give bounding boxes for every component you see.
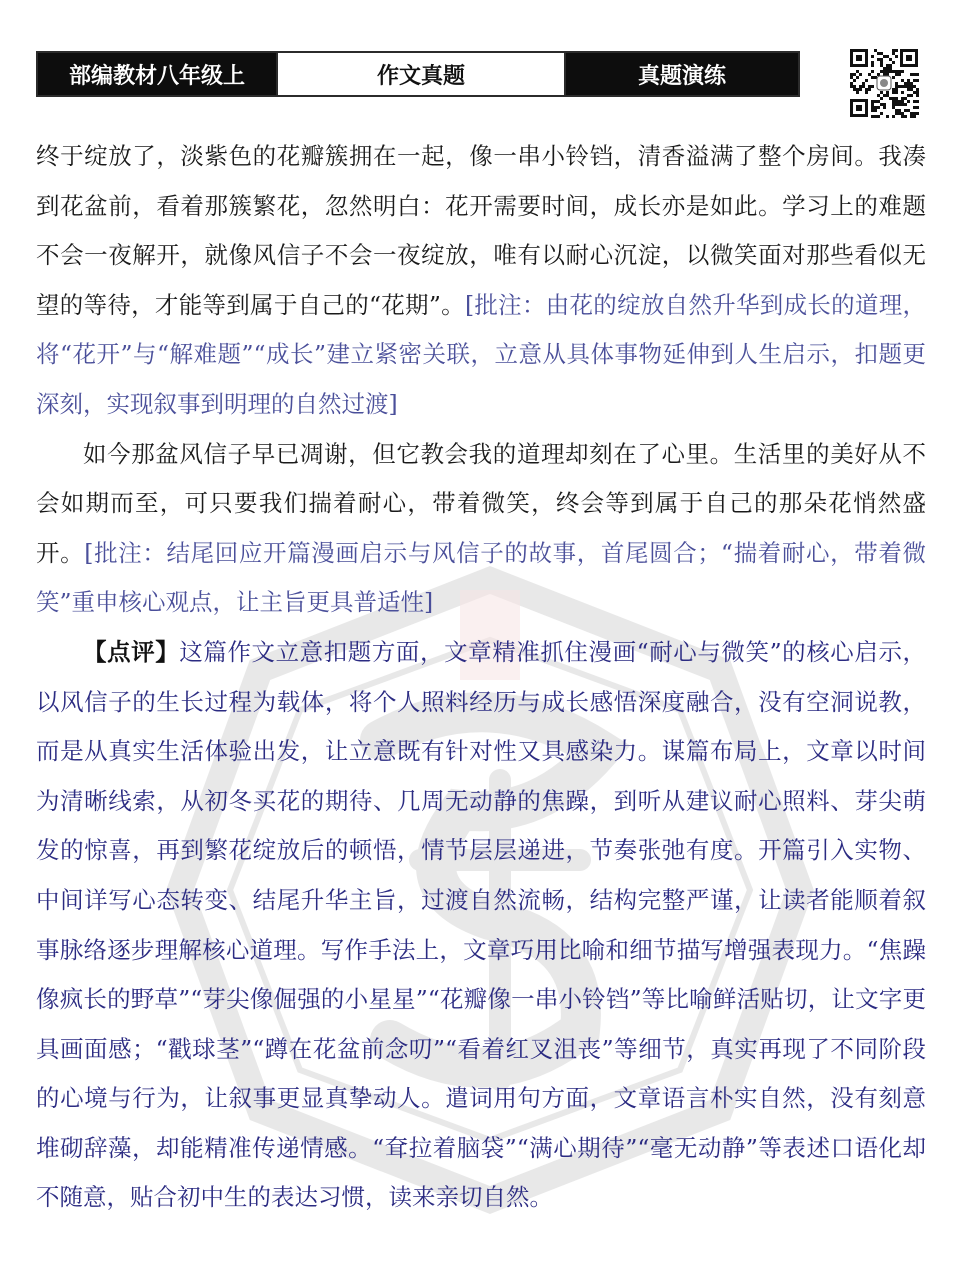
paragraph-conclusion [36,430,926,628]
review-text: 这篇作文立意扣题方面，文章精准抓住漫画“耐心与微笑”的核心启示，以风信子的生长过程为载体，将个人照料经历与成长感悟深度融合，没有空洞说教，而是从真实生活体验出发，让立意既有针对性又具感染力。谋篇布局上，文章以时间为清晰线索，从初冬买花的期待、几周无动静的焦躁，到听从建议耐心照料、芽尖萌发的惊喜，再到繁花绽放后的顿悟，情节层层递进，节奏张弛有度。开篇引入实物、中间详写心态转变、结尾升华主旨，过渡自然流畅，结构完整严谨，让读者能顺着叙事脉络逐步理解核心道理。写作手法上，文章巧用比喻和细节描写增强表现力。“焦躁像疯长的野草”“芽尖像倔强的小星星”“花瓣像一串小铃铛”等比喻鲜活贴切，让文字更具画面感；“戳球茎”“蹲在花盆前念叨”“看着红叉沮丧”等细节，真实再现了不同阶段的心境与行为，让叙事更显真挚动人。遣词用句方面，文章语言朴实自然，没有刻意堆砌辞藻，却能精准传递情感。“耷拉着脑袋”“满心期待”“毫无动静”等表述口语化却不随意，贴合初中生的表达习惯，读来亲切自然。 [36,637,927,1212]
qr-code-icon[interactable] [848,47,920,119]
header-bar [36,51,800,97]
annotation-note: [批注：由花的绽放自然升华到成长的道理，将“花开”与“解难题”“成长”建立紧密关联，立意从具体事物延伸到人生启示，扣题更深刻，实现叙事到明理的自然过渡] [36,290,927,418]
review-label: 【点评】 [83,637,180,666]
header-grade: 部编教材八年级上 [38,53,276,95]
header-section: 作文真题 [276,53,566,95]
annotation-note: [批注：结尾回应开篇漫画启示与风信子的故事，首尾圆合；“揣着耐心，带着微笑”重申核心观点，让主旨更具普适性] [36,538,927,617]
paragraph-text: 如今那盆风信子早已凋谢，但它教会我的道理却刻在了心里。生活里的美好从不会如期而至，可只要我们揣着耐心，带着微笑，终会等到属于自己的那朵花悄然盛开。 [36,439,926,567]
paragraph-ending [36,132,926,430]
header-practice: 真题演练 [566,53,798,95]
review-paragraph [36,628,926,1223]
paragraph-text: 终于绽放了，淡紫色的花瓣簇拥在一起，像一串小铃铛，清香溢满了整个房间。我凑到花盆前，看着那簇繁花，忽然明白：花开需要时间，成长亦是如此。学习上的难题不会一夜解开，就像风信子不会一夜绽放，唯有以耐心沉淀，以微笑面对那些看似无望的等待，才能等到属于自己的“花期”。 [36,142,926,319]
article-body [36,132,926,1223]
